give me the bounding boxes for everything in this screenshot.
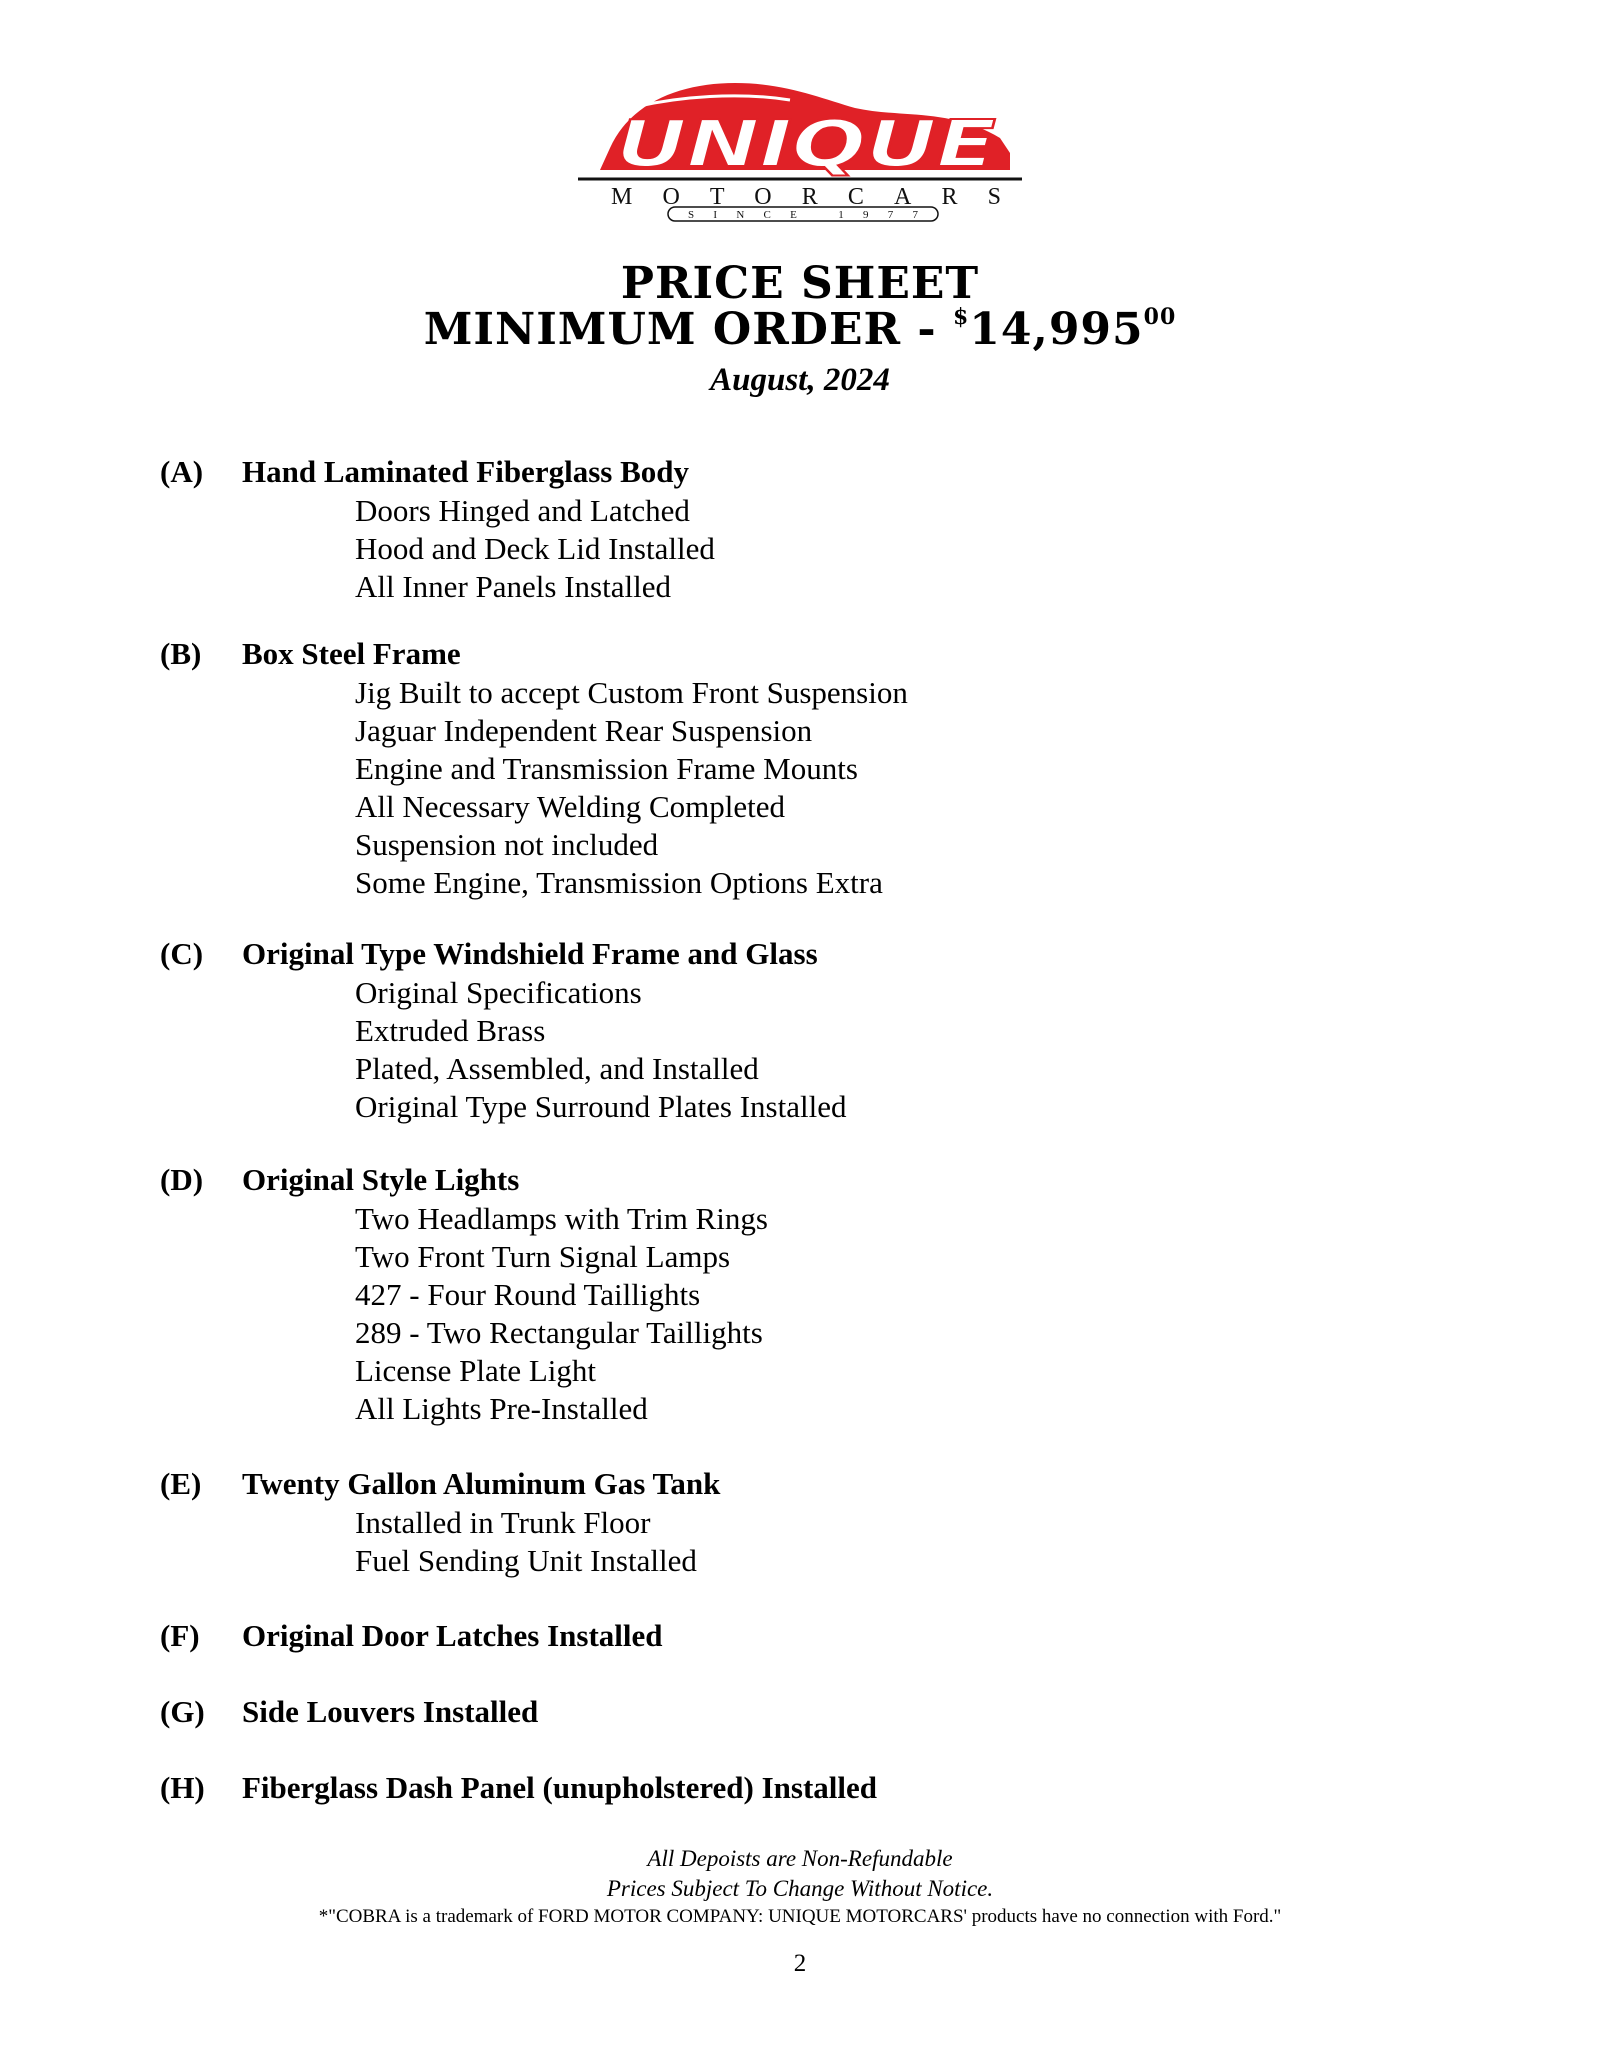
section-title: Twenty Gallon Aluminum Gas Tank <box>242 1466 721 1501</box>
list-item: Two Headlamps with Trim Rings <box>355 1201 768 1236</box>
minimum-order-label: MINIMUM ORDER - <box>423 304 937 355</box>
list-item: Original Type Surround Plates Installed <box>355 1089 847 1124</box>
deposit-notice: All Depoists are Non-Refundable <box>647 1846 953 1871</box>
currency-symbol: $ <box>952 304 970 330</box>
list-item: 289 - Two Rectangular Taillights <box>355 1315 763 1350</box>
section-title: Original Style Lights <box>242 1162 520 1197</box>
section-heading <box>160 454 715 490</box>
list-item: Installed in Trunk Floor <box>355 1505 651 1540</box>
logo-brand-text: UNIQUE <box>616 108 996 182</box>
section-heading <box>160 636 908 672</box>
section-f <box>160 1618 663 1654</box>
list-item: Plated, Assembled, and Installed <box>355 1051 759 1086</box>
logo-since-text: SINCE 1977 <box>688 209 918 221</box>
section-letter: (F) <box>160 1618 200 1653</box>
section-h <box>160 1770 877 1806</box>
list-item: All Inner Panels Installed <box>355 569 671 604</box>
list-item: Some Engine, Transmission Options Extra <box>355 865 883 900</box>
section-heading <box>160 1162 768 1198</box>
list-item: License Plate Light <box>355 1353 597 1388</box>
section-letter: (A) <box>160 454 204 489</box>
section-letter: (E) <box>160 1466 202 1501</box>
logo-motorcars-text: MOTORCARS <box>611 184 1001 210</box>
section-heading <box>160 1466 720 1502</box>
list-item: Extruded Brass <box>355 1013 546 1048</box>
section-heading <box>160 1618 663 1654</box>
list-item: Doors Hinged and Latched <box>355 493 690 528</box>
unique-motorcars-logo <box>570 78 1030 223</box>
price-sheet-date: August, 2024 <box>710 362 890 398</box>
page-number: 2 <box>793 1950 807 1977</box>
list-item: Fuel Sending Unit Installed <box>355 1543 697 1578</box>
section-title: Original Type Windshield Frame and Glass <box>242 936 818 971</box>
price-cents: 00 <box>1143 304 1177 330</box>
section-title: Box Steel Frame <box>242 636 461 671</box>
list-item: All Lights Pre-Installed <box>355 1391 648 1426</box>
section-title: Hand Laminated Fiberglass Body <box>242 454 689 489</box>
section-d <box>160 1162 768 1428</box>
price-change-notice: Prices Subject To Change Without Notice. <box>606 1876 994 1901</box>
minimum-order-price: 14,995 <box>969 304 1144 355</box>
section-a <box>160 454 715 606</box>
section-title: Original Door Latches Installed <box>242 1618 663 1653</box>
page-title: PRICE SHEET <box>620 258 980 309</box>
section-letter: (G) <box>160 1694 205 1729</box>
trademark-notice: *"COBRA is a trademark of FORD MOTOR COMPANY: UNIQUE MOTORCARS' products have no connection with Ford." <box>318 1906 1282 1927</box>
section-g <box>160 1694 538 1730</box>
list-item: Jig Built to accept Custom Front Suspension <box>355 675 908 710</box>
list-item: Engine and Transmission Frame Mounts <box>355 751 858 786</box>
section-title: Fiberglass Dash Panel (unupholstered) Installed <box>242 1770 878 1805</box>
section-letter: (D) <box>160 1162 204 1197</box>
list-item: Original Specifications <box>355 975 642 1010</box>
list-item: Hood and Deck Lid Installed <box>355 531 715 566</box>
section-letter: (C) <box>160 936 204 971</box>
section-e <box>160 1466 720 1580</box>
section-heading <box>160 1770 877 1806</box>
section-title: Side Louvers Installed <box>242 1694 539 1729</box>
list-item: Two Front Turn Signal Lamps <box>355 1239 731 1274</box>
section-letter: (B) <box>160 636 202 671</box>
list-item: Jaguar Independent Rear Suspension <box>355 713 813 748</box>
section-letter: (H) <box>160 1770 205 1805</box>
section-heading <box>160 1694 538 1730</box>
list-item: All Necessary Welding Completed <box>355 789 785 824</box>
section-c <box>160 936 846 1126</box>
section-heading <box>160 936 846 972</box>
minimum-order-line <box>0 304 1600 355</box>
section-b <box>160 636 908 902</box>
list-item: 427 - Four Round Taillights <box>355 1277 701 1312</box>
list-item: Suspension not included <box>355 827 659 862</box>
